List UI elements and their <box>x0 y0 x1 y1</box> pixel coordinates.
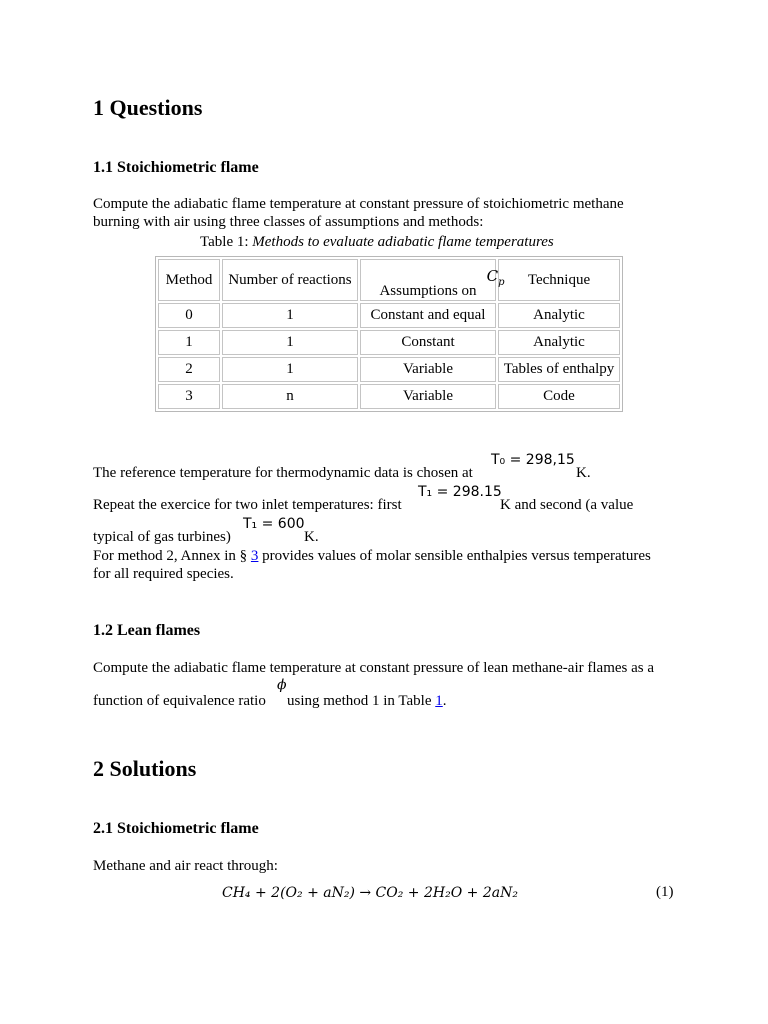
table-cell: 1 <box>222 330 358 355</box>
ref-temp-unit: K. <box>576 465 591 481</box>
table-row <box>158 303 620 328</box>
reaction-equation: CH₄ + 2(O₂ + aN₂) → CO₂ + 2H₂O + 2aN₂ <box>222 885 518 901</box>
lean-line-2-mid: using method 1 in Table <box>287 693 436 709</box>
assumptions-header <box>379 267 505 300</box>
intro-line-1: Compute the adiabatic flame temperature at constant pressure of stoichiometric methane <box>93 196 624 212</box>
math-t0: T₀ = 298,15 <box>491 452 575 468</box>
repeat-line-2: typical of gas turbines) <box>93 529 231 545</box>
solution-text: Methane and air react through: <box>93 858 278 874</box>
methods-table <box>155 256 623 412</box>
table-cell: Constant <box>360 330 496 355</box>
section-heading-solutions: 2 Solutions <box>93 756 197 781</box>
table-cell: Variable <box>360 357 496 382</box>
intro-line-2: burning with air using three classes of assumptions and methods: <box>93 214 484 230</box>
repeat-unit: K. <box>304 529 319 545</box>
table-cell: 0 <box>158 303 220 328</box>
annex-line-1 <box>93 548 651 565</box>
table-header-cell: Method <box>158 259 220 301</box>
math-t1-second: T₁ = 600 <box>243 516 305 532</box>
phi-symbol: ϕ <box>277 677 287 693</box>
table-header-cell: Number of reactions <box>222 259 358 301</box>
table-header-cell <box>360 259 505 301</box>
table-cell: n <box>222 384 358 409</box>
table-caption-prefix: Table 1: <box>200 234 253 250</box>
table-cell: 2 <box>158 357 220 382</box>
lean-line-1: Compute the adiabatic flame temperature at constant pressure of lean methane-air flames as a <box>93 660 655 676</box>
table-cell: Code <box>498 384 620 409</box>
subsection-heading-stoichiometric-solution: 2.1 Stoichiometric flame <box>93 820 259 837</box>
annex-section-link[interactable]: 3 <box>250 548 259 564</box>
equation-number: (1) <box>656 884 674 900</box>
math-t1-first: T₁ = 298.15 <box>418 484 502 500</box>
annex-line-2: for all required species. <box>93 566 234 582</box>
table-cell: 1 <box>222 357 358 382</box>
lean-line-2-pre: function of equivalence ratio <box>93 693 266 709</box>
table-link[interactable]: 1 <box>435 693 443 709</box>
table-cell: 1 <box>158 330 220 355</box>
annex-post: provides values of molar sensible enthalpies versus temperatures <box>258 548 651 564</box>
table-row <box>158 357 620 382</box>
repeat-mid-text: K and second (a value <box>500 497 634 513</box>
table-row <box>158 384 620 409</box>
table-cell: Variable <box>360 384 496 409</box>
table-cell: 1 <box>222 303 358 328</box>
table-caption <box>200 234 554 251</box>
cp-symbol: $C_p$ <box>486 267 505 288</box>
ref-temp-text: The reference temperature for thermodynamic data is chosen at <box>93 465 473 481</box>
table-caption-title: Methods to evaluate adiabatic flame temperatures <box>252 234 554 250</box>
subsection-heading-stoichiometric: 1.1 Stoichiometric flame <box>93 159 259 176</box>
table-row <box>158 330 620 355</box>
annex-pre: For method 2, Annex in § <box>93 548 251 564</box>
table-cell: Tables of enthalpy <box>498 357 620 382</box>
table-cell: Analytic <box>498 330 620 355</box>
table-header-cell: Technique <box>498 259 620 301</box>
lean-line-2-post: . <box>442 693 447 709</box>
repeat-text: Repeat the exercice for two inlet temperatures: first <box>93 497 402 513</box>
table-header-row <box>158 259 620 301</box>
assumptions-label: Assumptions on <box>379 283 477 299</box>
table-cell: 3 <box>158 384 220 409</box>
lean-line-2-rest <box>287 693 447 710</box>
table-cell: Analytic <box>498 303 620 328</box>
section-heading-questions: 1 Questions <box>93 95 203 120</box>
table-cell: Constant and equal <box>360 303 496 328</box>
subsection-heading-lean: 1.2 Lean flames <box>93 622 201 639</box>
